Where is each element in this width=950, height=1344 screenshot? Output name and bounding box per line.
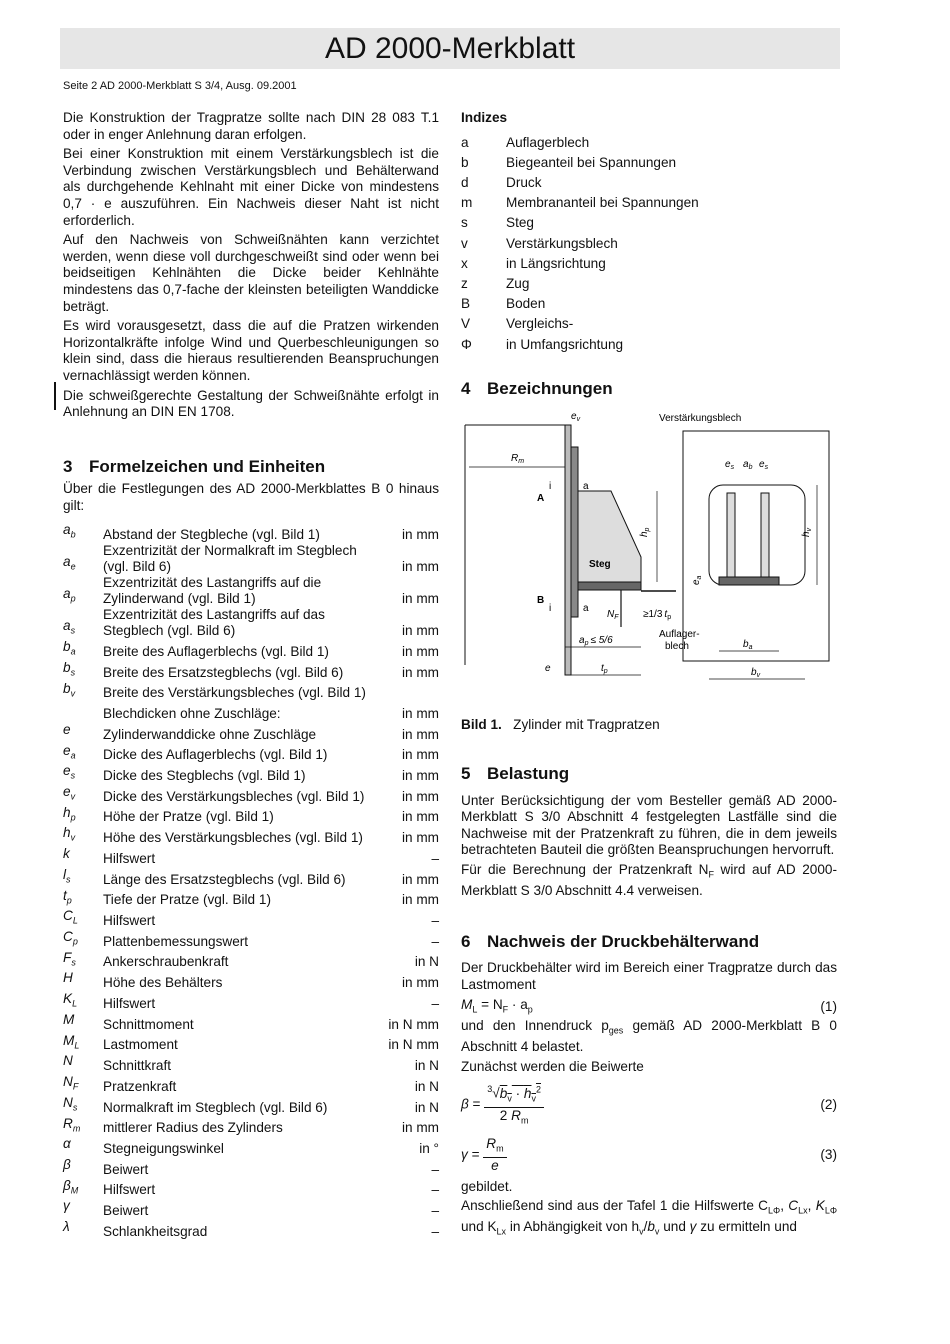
symbol-description: Exzentrizität des Lastangriffs auf die Zylinderwand (vgl. Bild 1) [103, 575, 322, 607]
index-key: b [461, 154, 469, 170]
symbol-unit: in mm [401, 664, 439, 680]
index-value: Biegeanteil bei Spannungen [506, 154, 677, 170]
symbol-description: Zylinderwanddicke ohne Zuschläge [103, 726, 317, 742]
paragraph: Die schweißgerechte Gestaltung der Schweißnähte erfolgt in Anlehnung an DIN EN 1708. [63, 387, 439, 420]
index-row [461, 213, 699, 233]
index-key: s [461, 215, 468, 231]
section-6-heading: 6 Nachweis der Druckbehälterwand [461, 931, 760, 951]
symbol-unit: – [431, 933, 439, 949]
support-front [719, 577, 779, 585]
paragraph: Die Konstruktion der Tragpratze sollte nach DIN 28 083 T.1 oder in enger Anlehnung daran erfolgen. [63, 110, 439, 142]
symbol-unit: in mm [401, 747, 439, 763]
symbol: $e_v$ [63, 784, 76, 802]
section-6-p2: und den Innendruck $p_{ges}$ gemäß AD 2000-Merkblatt B 0 Abschnitt 4 belastet. [461, 1017, 837, 1055]
symbol: $N_s$ [63, 1094, 78, 1113]
index-key: B [461, 296, 471, 312]
figure-1 [461, 407, 837, 697]
section-6-p1: Der Druckbehälter wird im Bereich einer Tragpratze durch das Lastmoment [461, 960, 837, 993]
symbol-row [63, 1095, 439, 1116]
symbol-row [63, 1178, 439, 1199]
label-a-bottom: a [583, 603, 589, 615]
symbol-unit: – [431, 850, 439, 866]
symbol-description: Höhe der Pratze (vgl. Bild 1) [103, 809, 274, 825]
symbol: $b_a$ [63, 639, 76, 657]
paragraph: Bei einer Konstruktion mit einem Verstärkungsblech ist die Verbindung zwischen Verstärkungsblech und Behälterwand als durchgehende Kehlnaht mit einer Dicke von mindestens 0,7 · e auszuführen. Ein Nachweis dieser Naht ist nicht erforderlich. [63, 146, 439, 228]
index-row [461, 234, 699, 254]
symbol-description: Höhe des Behälters [103, 975, 223, 991]
label-bv: $b_v$ [751, 667, 761, 680]
symbol-row [63, 929, 439, 950]
index-row [461, 173, 699, 193]
index-row [461, 274, 699, 294]
symbol-unit: in mm [401, 559, 439, 575]
section-6-p4: gebildet. [461, 1178, 513, 1194]
index-key: V [461, 316, 471, 332]
symbol-row [63, 660, 439, 681]
symbol-unit: in N [414, 954, 439, 970]
symbol: $N_F$ [63, 1074, 79, 1092]
symbol-unit: in N [414, 1058, 439, 1074]
symbol-unit: in mm [401, 975, 439, 991]
paragraph: Es wird vorausgesetzt, dass die auf die Pratzen wirkenden Horizontalkräfte infolge Wind und Querbeschleunigungen so klein sind, dass die hieraus resultierenden Beanspruchungen vernachlässigt werden können. [63, 318, 439, 383]
symbol-description: Breite des Verstärkungsbleches (vgl. Bild 1) [103, 685, 366, 701]
section-6-p5: Anschließend sind aus der Tafel 1 die Hilfswerte $C_{L\Phi}$, $C_{Lx}$, $K_{L\Phi}$ und $K_{Lx}$ in Abhängigkeit von $h_v/b_v$ und γ zu ermitteln und [461, 1198, 837, 1238]
symbol-unit: in N mm [388, 1037, 439, 1053]
label-auf1: Auflager- [659, 629, 700, 641]
symbol-row [63, 522, 439, 543]
cylinder-wall [565, 425, 571, 675]
symbol-unit: in mm [401, 591, 439, 607]
symbol-row [63, 639, 439, 660]
symbol-row [63, 950, 439, 971]
symbol: $a_b$ [63, 522, 76, 541]
label-auf2: blech [665, 641, 689, 653]
symbol-unit: in mm [401, 1120, 439, 1136]
symbol: $h_v$ [63, 825, 76, 844]
label-A: A [537, 493, 545, 505]
symbol-row [63, 1136, 439, 1157]
symbol: α [63, 1136, 71, 1152]
label-a-top: a [583, 481, 589, 493]
index-value: Auflagerblech [506, 134, 590, 150]
symbol: N [63, 1053, 73, 1069]
index-value: in Umfangsrichtung [506, 336, 624, 352]
symbol-unit: in mm [401, 643, 439, 659]
symbol-unit: in N [414, 1078, 439, 1094]
symbol-unit: in ° [419, 1140, 439, 1156]
label-verst: Verstärkungsblech [659, 413, 742, 425]
symbol-row [63, 888, 439, 909]
symbol-unit: in mm [401, 788, 439, 804]
symbol [63, 701, 103, 722]
index-value: Vergleichs- [506, 316, 574, 332]
symbol-description: Blechdicken ohne Zuschläge: [103, 705, 281, 721]
symbol: M [63, 1011, 75, 1027]
index-key: a [461, 134, 469, 150]
symbol-description: Beiwert [103, 1203, 149, 1219]
symbol: $e_a$ [63, 742, 76, 761]
symbol-description: Hilfswert [103, 913, 156, 929]
symbol-row [63, 722, 439, 743]
symbol-row [63, 575, 439, 607]
section-6-p3: Zunächst werden die Beiwerte [461, 1058, 644, 1074]
symbol-unit: in mm [401, 623, 439, 639]
symbol: $b_v$ [63, 680, 76, 699]
symbol-unit: in mm [401, 892, 439, 908]
symbol-unit: in mm [401, 768, 439, 783]
symbol-unit: in mm [401, 726, 439, 742]
reinforcement-plate [571, 447, 578, 617]
web-left [727, 493, 735, 577]
label-hv: $h_v$ [801, 528, 813, 538]
symbol: $a_e$ [63, 554, 76, 573]
symbol-unit: – [431, 995, 439, 1011]
index-value: in Längsrichtung [506, 255, 606, 271]
symbol-description: Schnittkraft [103, 1058, 171, 1074]
symbol-row [63, 543, 439, 575]
index-row [461, 294, 699, 314]
index-key: x [461, 255, 468, 271]
symbol-description: Dicke des Auflagerblechs (vgl. Bild 1) [103, 747, 328, 763]
symbol-description: Hilfswert [103, 1182, 156, 1198]
label-es2: $e_s$ [759, 459, 769, 472]
symbol: $e_s$ [63, 763, 76, 781]
symbol-description: Breite des Ersatzstegblechs (vgl. Bild 6) [103, 664, 344, 680]
symbol-row [63, 908, 439, 929]
symbol-unit: in N mm [388, 1016, 439, 1032]
symbol-description: Hilfswert [103, 850, 156, 866]
symbol-row [63, 846, 439, 867]
left-column [63, 110, 439, 1240]
symbol-row [63, 701, 439, 722]
symbol-description: Exzentrizität des Lastangriffs auf das Stegblech (vgl. Bild 6) [103, 607, 325, 639]
symbol-description: mittlerer Radius des Zylinders [103, 1120, 283, 1136]
symbol-unit: in mm [401, 705, 439, 721]
symbol: λ [63, 1219, 70, 1235]
symbol-description: Stegneigungswinkel [103, 1140, 224, 1156]
index-row [461, 153, 699, 173]
label-steg: Steg [589, 559, 611, 571]
symbol-row [63, 763, 439, 784]
symbol-unit: – [431, 1203, 439, 1219]
reinforcement-outline [709, 485, 805, 585]
symbol-row [63, 743, 439, 764]
label-hp: $h_p$ [639, 527, 651, 538]
symbol-row [63, 825, 439, 846]
index-value: Membrananteil bei Spannungen [506, 195, 699, 211]
symbol-description: Höhe des Verstärkungsbleches (vgl. Bild 1) [103, 830, 363, 846]
symbol: H [63, 970, 73, 986]
symbol-row [63, 1198, 439, 1219]
symbol: γ [63, 1198, 70, 1214]
symbol-unit: – [431, 1223, 439, 1239]
symbol-description: Lastmoment [103, 1037, 178, 1053]
symbol: $C_L$ [63, 908, 78, 927]
symbol: e [63, 721, 71, 737]
label-B: B [537, 595, 545, 607]
figure-caption: Bild 1. Zylinder mit Tragpratzen [461, 717, 660, 733]
equation-3: γ = $\frac{R_m}{e}$ (3) [461, 1135, 837, 1173]
symbol-description: Breite des Auflagerblechs (vgl. Bild 1) [103, 643, 329, 659]
right-column [461, 110, 837, 1244]
symbol-description: Schnittmoment [103, 1016, 194, 1032]
symbol-description: Exzentrizität der Normalkraft im Stegblech (vgl. Bild 6) [103, 543, 357, 575]
symbol: $a_p$ [63, 586, 76, 605]
index-key: d [461, 175, 469, 190]
symbol-row [63, 1074, 439, 1095]
symbol-unit: in mm [401, 871, 439, 887]
symbol: $F_s$ [63, 949, 76, 968]
symbol-description: Schlankheitsgrad [103, 1223, 208, 1239]
symbol-description: Normalkraft im Stegblech (vgl. Bild 6) [103, 1099, 328, 1115]
symbol-row [63, 1012, 439, 1033]
symbol-description: Dicke des Stegblechs (vgl. Bild 1) [103, 768, 306, 783]
symbol-row [63, 607, 439, 639]
label-ab: $a_b$ [743, 459, 753, 472]
index-value: Boden [506, 296, 546, 312]
symbol-description: Pratzenkraft [103, 1078, 177, 1094]
index-value: Zug [506, 276, 530, 292]
section-3-heading: 3 Formelzeichen und Einheiten [63, 456, 326, 476]
index-row [461, 254, 699, 274]
symbol-unit: in mm [401, 830, 439, 846]
symbol-unit: in mm [401, 527, 439, 543]
web-right [761, 493, 769, 577]
label-e: e [545, 663, 551, 675]
symbol-description: Tiefe der Pratze (vgl. Bild 1) [103, 892, 271, 908]
symbol-description: Beiwert [103, 1161, 149, 1177]
label-ap: $a_p \le 5/6$ [579, 635, 613, 648]
symbol-row [63, 1053, 439, 1074]
symbol: $t_p$ [63, 887, 72, 906]
symbol-description: Plattenbemessungswert [103, 933, 249, 949]
index-value: Druck [506, 175, 542, 190]
symbol-unit: – [431, 1161, 439, 1177]
symbol-row [63, 681, 439, 702]
symbol-row [63, 1033, 439, 1054]
index-row [461, 193, 699, 213]
symbol: $\beta_M$ [63, 1177, 79, 1196]
index-row [461, 335, 699, 355]
label-ge: ≥1/3 $t_p$ [643, 609, 672, 622]
section-5-p2: Für die Berechnung der Pratzenkraft $N_F$ wird auf AD 2000-Merkblatt S 3/0 Abschnitt 4.4 verweisen. [461, 861, 837, 899]
symbol-description: Abstand der Stegbleche (vgl. Bild 1) [103, 527, 320, 543]
label-ba: $b_a$ [743, 639, 753, 652]
label-i-top: i [549, 481, 552, 493]
symbol: $K_L$ [63, 991, 78, 1009]
index-value: Steg [506, 215, 534, 231]
equation-2: β = $\frac{^3√b_v \cdot h_v^2}{2 R_m}$ (2) [461, 1081, 837, 1129]
symbol-description: Ankerschraubenkraft [103, 954, 229, 970]
symbol-table [63, 522, 439, 1239]
change-bar [54, 382, 56, 410]
symbol-row [63, 1157, 439, 1178]
index-key: z [461, 276, 468, 292]
symbol: β [63, 1156, 71, 1172]
label-nf: $N_F$ [607, 609, 619, 622]
equation-1: $M_L = N_F \cdot a_p$ (1) [461, 996, 837, 1015]
symbol-row [63, 784, 439, 805]
symbol: $l_s$ [63, 866, 71, 885]
page-line: Seite 2 AD 2000-Merkblatt S 3/4, Ausg. 09.2001 [63, 80, 297, 92]
label-es: $e_s$ [725, 459, 735, 472]
index-key: Φ [461, 336, 472, 352]
symbol-row [63, 867, 439, 888]
indices-table [461, 133, 699, 355]
index-key: m [461, 195, 473, 211]
index-key: v [461, 235, 468, 251]
symbol-row [63, 805, 439, 826]
symbol: $a_s$ [63, 618, 76, 637]
symbol: $M_L$ [63, 1032, 80, 1051]
symbol: k [63, 846, 70, 862]
symbol-description: Dicke des Verstärkungsbleches (vgl. Bild 1) [103, 788, 365, 804]
symbol: $b_s$ [63, 659, 76, 678]
symbol: $C_p$ [63, 929, 78, 947]
symbol: $R_m$ [63, 1115, 81, 1134]
indices-title: Indizes [461, 110, 508, 125]
label-i-bottom: i [549, 603, 552, 615]
symbol-unit [377, 681, 439, 702]
symbol-row [63, 991, 439, 1012]
symbol-unit: – [431, 1182, 439, 1198]
section-4-heading: 4 Bezeichnungen [461, 378, 613, 398]
symbol-unit: in mm [401, 809, 439, 825]
paragraph: Auf den Nachweis von Schweißnähten kann verzichtet werden, wenn diese voll durchgeschweißt sind oder wenn bei beidseitigen Kehlnähten die Dicke beider Kehlnähte mindestens das 0,7-fache der kleinsten beteiligten Wanddicke beträgt. [63, 232, 439, 314]
front-frame [683, 431, 829, 661]
index-value: Verstärkungsblech [506, 235, 618, 251]
support-plate [578, 582, 641, 590]
header-title: AD 2000-Merkblatt [60, 28, 840, 69]
section-5-p1: Unter Berücksichtigung der vom Besteller gemäß AD 2000-Merkblatt S 3/0 Abschnitt 4 festgelegten Lastfälle sind die Nachweise mit der Pratzenkraft zu führen, die in dem jeweils betrachteten Bauteil die größten Beanspruchungen hervorruft. [461, 792, 837, 858]
symbol-unit: – [431, 913, 439, 929]
index-row [461, 133, 699, 153]
symbol-description: Hilfswert [103, 995, 156, 1011]
label-ea: $e_a$ [691, 575, 703, 586]
index-row [461, 314, 699, 334]
symbol-row [63, 1116, 439, 1137]
symbol: $h_p$ [63, 804, 76, 823]
label-rm: $R_m$ [511, 453, 525, 466]
label-tp: $t_p$ [601, 663, 608, 676]
symbol-unit: in N [414, 1099, 439, 1115]
section-3-intro: Über die Festlegungen des AD 2000-Merkblattes B 0 hinaus gilt: [63, 481, 439, 513]
symbol-row [63, 970, 439, 991]
label-ev: $e_v$ [571, 411, 581, 424]
symbol-row [63, 1219, 439, 1240]
section-5-heading: 5 Belastung [461, 764, 570, 784]
symbol-description: Länge des Ersatzstegblechs (vgl. Bild 6) [103, 871, 346, 887]
